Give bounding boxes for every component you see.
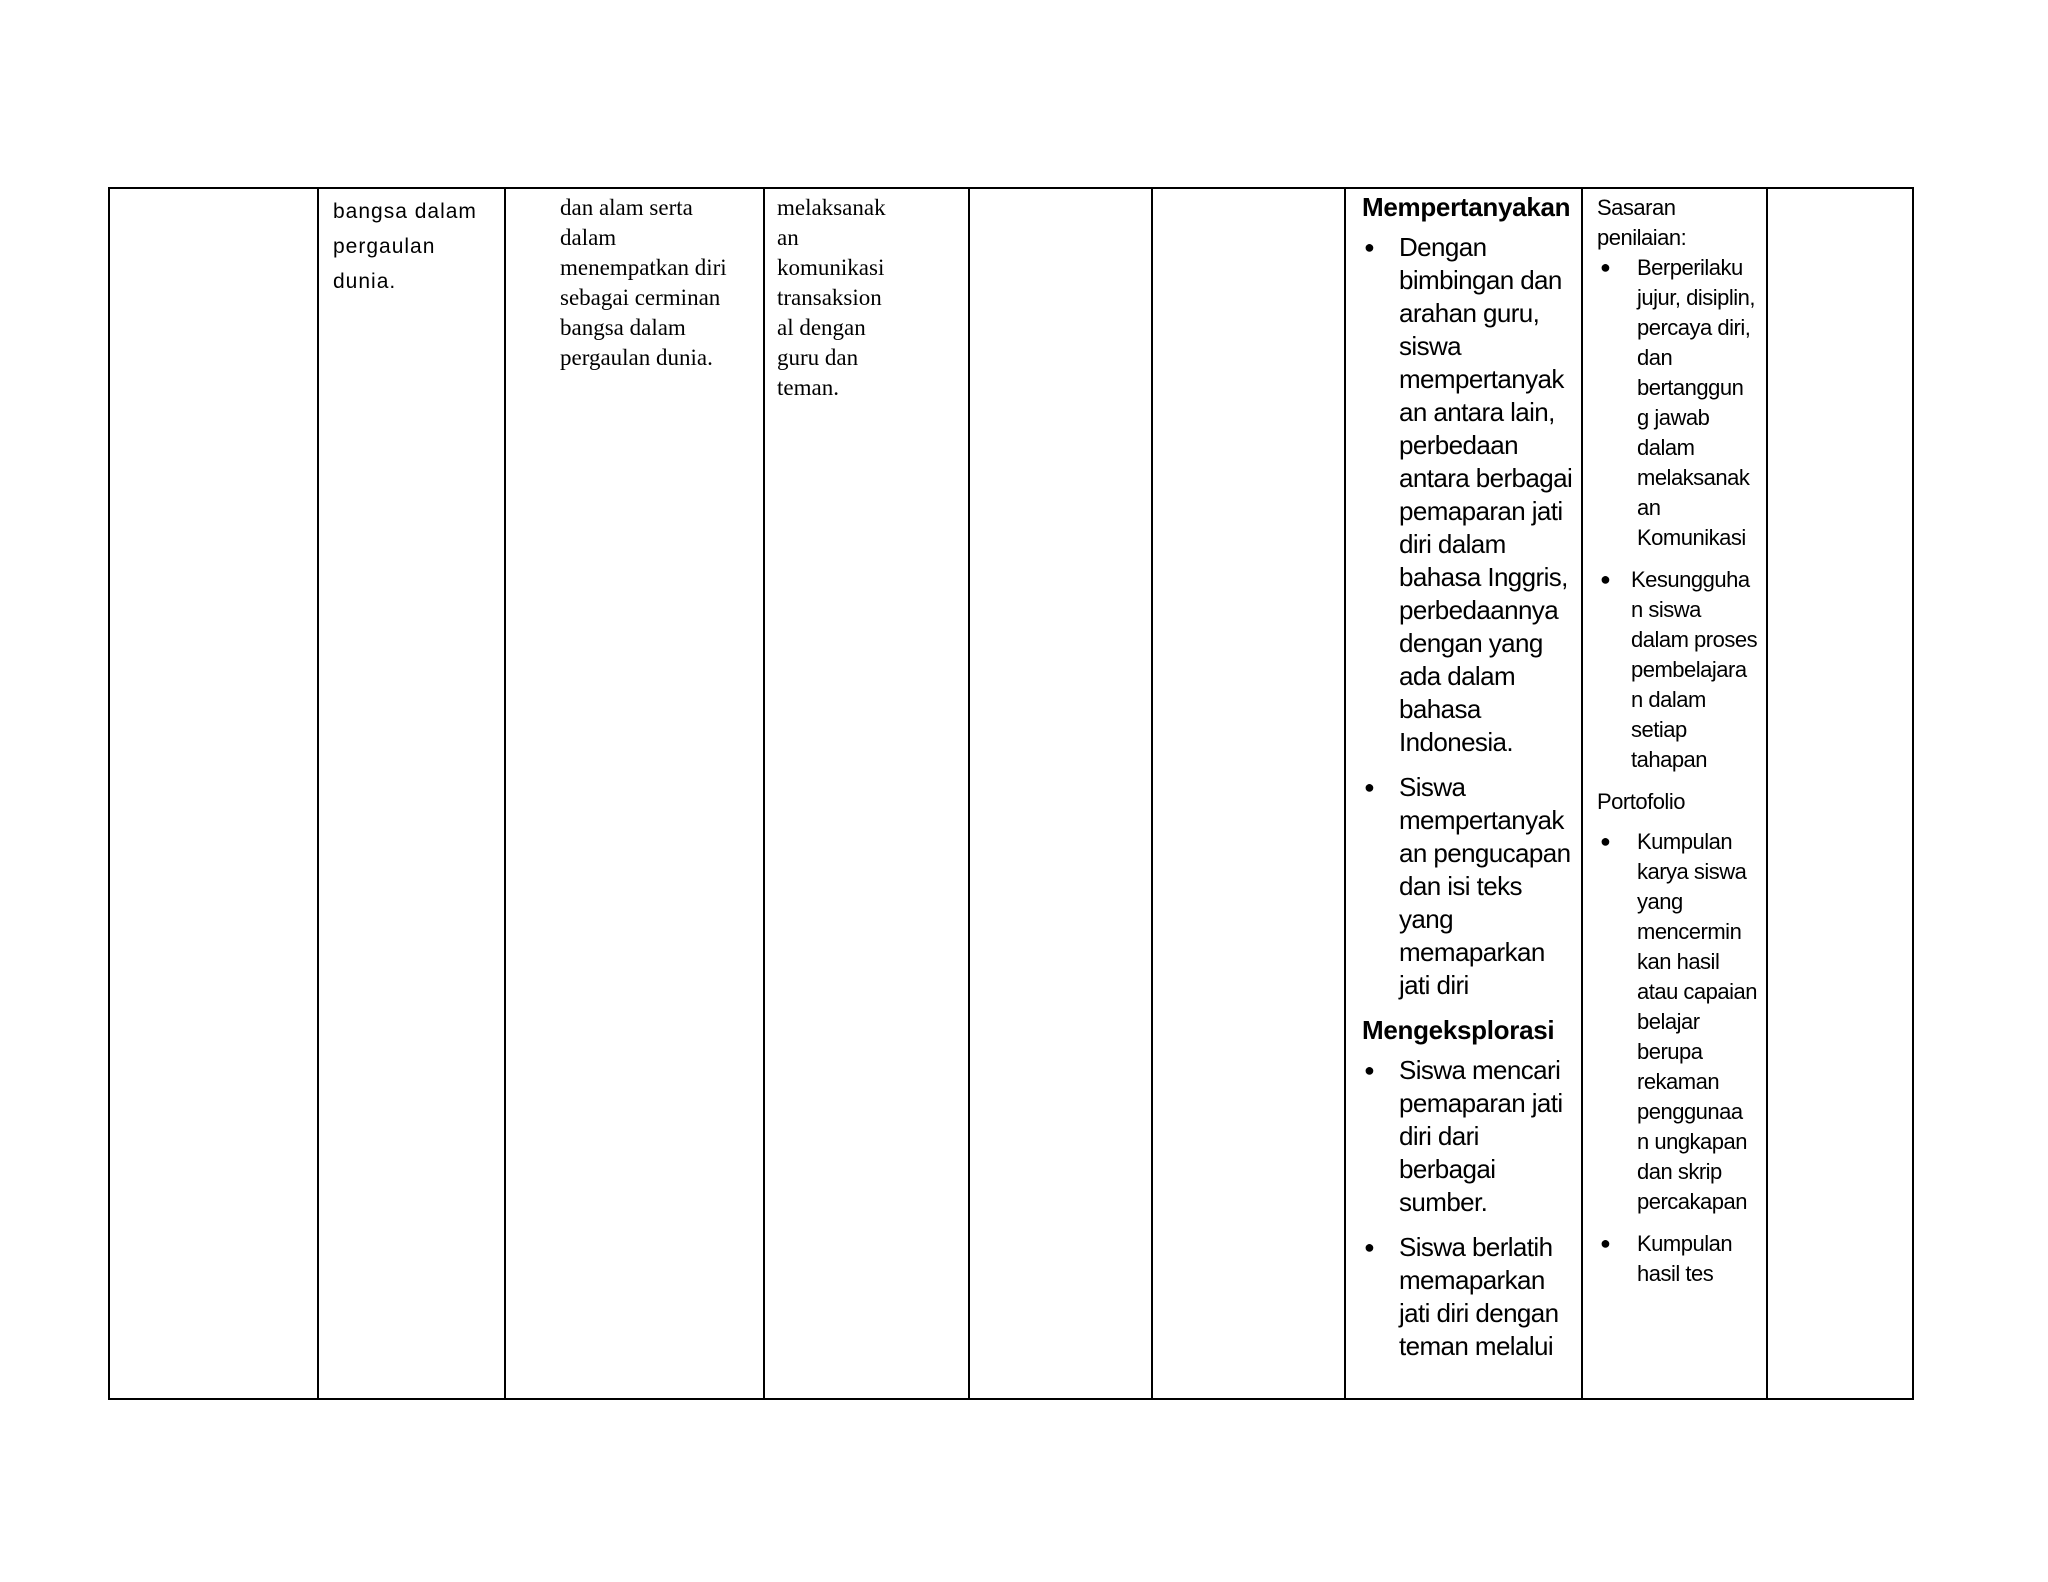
list-item-text: Kesungguha n siswa dalam proses pembelajara n dalam setiap tahapan xyxy=(1631,567,1758,772)
list-item xyxy=(1362,231,1575,759)
table-cell-col3 xyxy=(506,189,765,1398)
table-cell-col9 xyxy=(1768,189,1912,1398)
text-line: bangsa dalam xyxy=(333,200,477,223)
learning-activities xyxy=(1346,189,1581,1363)
bullet-icon: ● xyxy=(1364,777,1375,797)
table-cell-col2 xyxy=(319,189,506,1398)
list-item xyxy=(1362,771,1575,1002)
indicator-text xyxy=(319,189,504,299)
text-line: pergaulan dunia. xyxy=(560,345,713,370)
text-line: dan alam serta xyxy=(560,195,693,220)
assessment xyxy=(1583,189,1766,1289)
bullet-icon: ● xyxy=(1364,1237,1375,1257)
objective-text xyxy=(765,189,968,403)
portfolio-label: Portofolio xyxy=(1597,789,1685,814)
list-item xyxy=(1597,1229,1758,1289)
list-item xyxy=(1597,565,1758,775)
text-line: melaksanak xyxy=(777,195,886,220)
table-cell-col1 xyxy=(110,189,319,1398)
list-item xyxy=(1597,827,1758,1217)
text-line: komunikasi xyxy=(777,255,885,280)
table-cell-assessment xyxy=(1583,189,1768,1398)
assessment-list-1 xyxy=(1597,253,1758,553)
list-item-text: Siswa mempertanyak an pengucapan dan isi teks yang memaparkan jati diri xyxy=(1399,772,1571,1000)
heading-mempertanyakan: Mempertanyakan xyxy=(1362,192,1571,222)
list-item-text: Dengan bimbingan dan arahan guru, siswa mempertanyak an antara lain, perbedaan antara berbagai pemaparan jati diri dalam bahasa Inggris, perbedaannya dengan yang ada dalam bahasa Indonesia. xyxy=(1399,232,1573,757)
text-line: sebagai cerminan xyxy=(560,285,721,310)
bullet-icon: ● xyxy=(1364,237,1375,257)
questioning-list xyxy=(1362,231,1575,1002)
list-item-text: Siswa berlatih memaparkan jati diri dengan teman melalui xyxy=(1399,1232,1559,1361)
text-line: menempatkan diri xyxy=(560,255,727,280)
exploring-list xyxy=(1362,1054,1575,1363)
text-line: al dengan xyxy=(777,315,866,340)
table-cell-col5 xyxy=(970,189,1153,1398)
list-item-text: Kumpulan karya siswa yang mencermin kan hasil atau capaian belajar berupa rekaman penggunaa n ungkapan dan skrip percakapan xyxy=(1637,829,1757,1214)
text-line: guru dan xyxy=(777,345,859,370)
table-cell-col4 xyxy=(765,189,970,1398)
bullet-icon: ● xyxy=(1364,1060,1375,1080)
bullet-icon: ● xyxy=(1600,1233,1611,1253)
text-line: teman. xyxy=(777,375,839,400)
list-item xyxy=(1597,253,1758,553)
bullet-icon: ● xyxy=(1600,569,1611,589)
heading-mengeksplorasi: Mengeksplorasi xyxy=(1362,1015,1555,1045)
list-item-text: Siswa mencari pemaparan jati diri dari berbagai sumber. xyxy=(1399,1055,1563,1217)
table-cell-col6 xyxy=(1153,189,1346,1398)
text-line: dunia. xyxy=(333,270,397,293)
bullet-icon: ● xyxy=(1600,257,1611,277)
assessment-title: Sasaran penilaian: xyxy=(1597,195,1687,250)
competency-text xyxy=(506,189,763,373)
bullet-icon: ● xyxy=(1600,831,1611,851)
assessment-list-3 xyxy=(1597,827,1758,1289)
text-line: transaksion xyxy=(777,285,882,310)
list-item xyxy=(1362,1054,1575,1219)
text-line: an xyxy=(777,225,799,250)
text-line: pergaulan xyxy=(333,235,436,258)
table-cell-activities xyxy=(1346,189,1583,1398)
list-item-text: Kumpulan hasil tes xyxy=(1637,1231,1733,1286)
text-line: dalam xyxy=(560,225,617,250)
assessment-list-2 xyxy=(1597,565,1758,775)
text-line: bangsa dalam xyxy=(560,315,686,340)
list-item-text: Berperilaku jujur, disiplin, percaya diri, dan bertanggun g jawab dalam melaksanak an Komunikasi xyxy=(1637,255,1755,550)
list-item xyxy=(1362,1231,1575,1363)
document-table xyxy=(108,187,1914,1400)
